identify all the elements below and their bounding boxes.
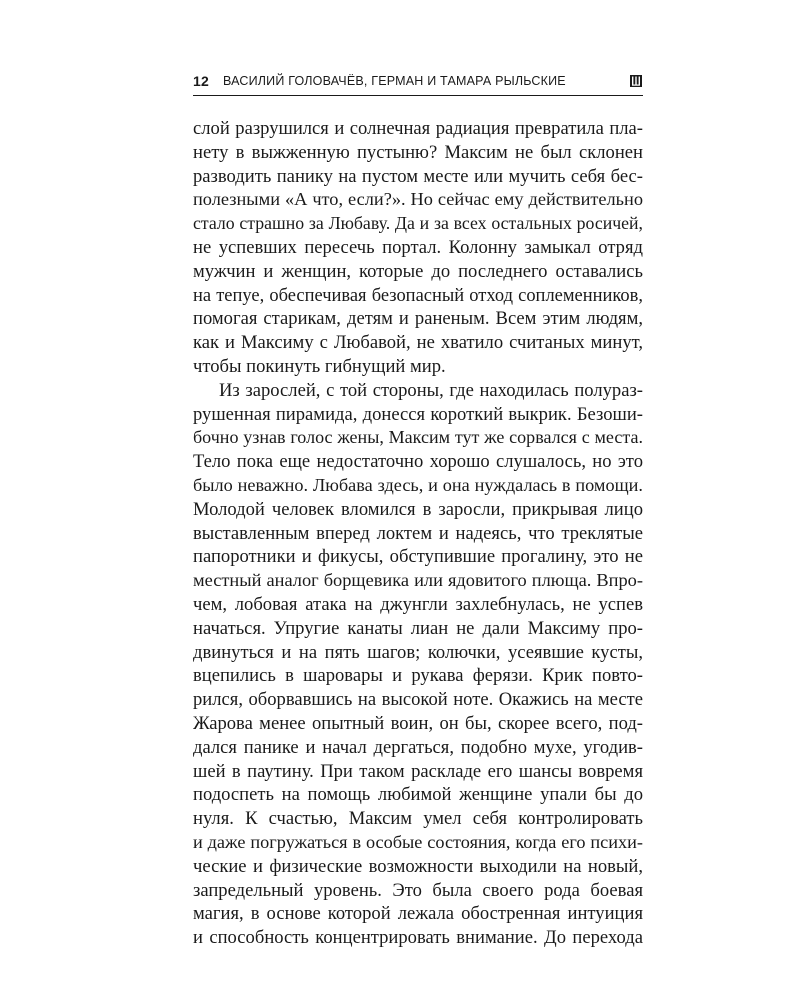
text-line: подоспеть на помощь любимой женщине упали бы до: [193, 784, 643, 806]
text-line: двинуться и на пять шагов; колючки, усеявшие кусты,: [193, 641, 643, 663]
text-line: ческие и физические возможности выходили на новый,: [193, 855, 643, 877]
text-line: полезными «А что, если?». Но сейчас ему действительно: [193, 189, 643, 210]
text-line: рился, оборвавшись на высокой ноте. Окажись на месте: [193, 689, 643, 711]
text-line: Молодой человек вломился в заросли, прикрывая лицо: [193, 498, 643, 520]
text-line: мужчин и женщин, которые до последнего оставались: [193, 260, 643, 282]
publisher-logo-icon: [629, 74, 643, 88]
text-line: слой разрушился и солнечная радиация превратила пла-: [193, 118, 643, 139]
text-line: как и Максиму с Любавой, не хватило считаных минут,: [193, 332, 643, 354]
text-line: Из зарослей, с той стороны, где находилась полураз-: [219, 379, 643, 401]
text-line: разводить панику на пустом месте или мучить себя бес-: [193, 165, 643, 187]
text-line: на тепуе, обеспечивая безопасный отход соплеменников,: [193, 284, 643, 305]
body-text: [193, 117, 643, 950]
text-line: стало страшно за Любаву. Да и за всех остальных росичей,: [193, 213, 643, 234]
text-line: местный аналог борщевика или ядовитого плюща. Впро-: [193, 570, 643, 591]
text-line: Тело пока еще недостаточно хорошо слушалось, но это: [193, 451, 643, 473]
running-head-title: ВАСИЛИЙ ГОЛОВАЧЁВ, ГЕРМАН И ТАМАРА РЫЛЬСКИЕ: [222, 74, 566, 88]
text-line: начаться. Упругие канаты лиан не дали Максиму про-: [193, 617, 643, 639]
text-line: не успевших пересечь портал. Колонну замыкал отряд: [193, 236, 643, 258]
text-line: магия, в основе которой лежала обостренная интуиция: [193, 903, 643, 925]
text-line: вцепились в шаровары и рукава ферязи. Крик повто-: [193, 665, 643, 687]
text-line: чтобы покинуть гибнущий мир.: [193, 355, 446, 377]
page-number: 12: [193, 73, 209, 89]
text-line: Жарова менее опытный воин, он бы, скорее всего, под-: [193, 712, 643, 734]
text-line: папоротники и фикусы, обступившие прогалину, это не: [193, 546, 643, 568]
text-line: бочно узнав голос жены, Максим тут же сорвался с места.: [193, 427, 643, 448]
text-line: дался панике и начал дергаться, подобно мухе, угодив-: [193, 736, 643, 758]
text-line: запредельный уровень. Это была своего рода боевая: [193, 879, 643, 901]
text-line: чем, лобовая атака на джунгли захлебнулась, не успев: [193, 593, 643, 615]
text-line: и способность концентрировать внимание. До перехода: [193, 927, 643, 949]
text-line: и даже погружаться в особые состояния, когда его психи-: [193, 831, 643, 852]
text-line: шей в паутину. При таком раскладе его шансы вовремя: [193, 760, 643, 782]
text-line: нету в выжженную пустыню? Максим не был склонен: [193, 141, 643, 163]
paragraph-1: [193, 117, 643, 379]
text-line: рушенная пирамида, донесся короткий выкрик. Безоши-: [193, 403, 643, 425]
text-line: выставленным вперед локтем и надеясь, что треклятые: [193, 522, 643, 544]
running-head: [193, 70, 643, 92]
text-line: было неважно. Любава здесь, и она нуждалась в помощи.: [193, 474, 643, 495]
paragraph-2: [193, 379, 643, 950]
header-divider: [193, 95, 643, 96]
text-line: нуля. К счастью, Максим умел себя контролировать: [193, 808, 643, 830]
text-line: помогая старикам, детям и раненым. Всем этим людям,: [193, 308, 643, 330]
